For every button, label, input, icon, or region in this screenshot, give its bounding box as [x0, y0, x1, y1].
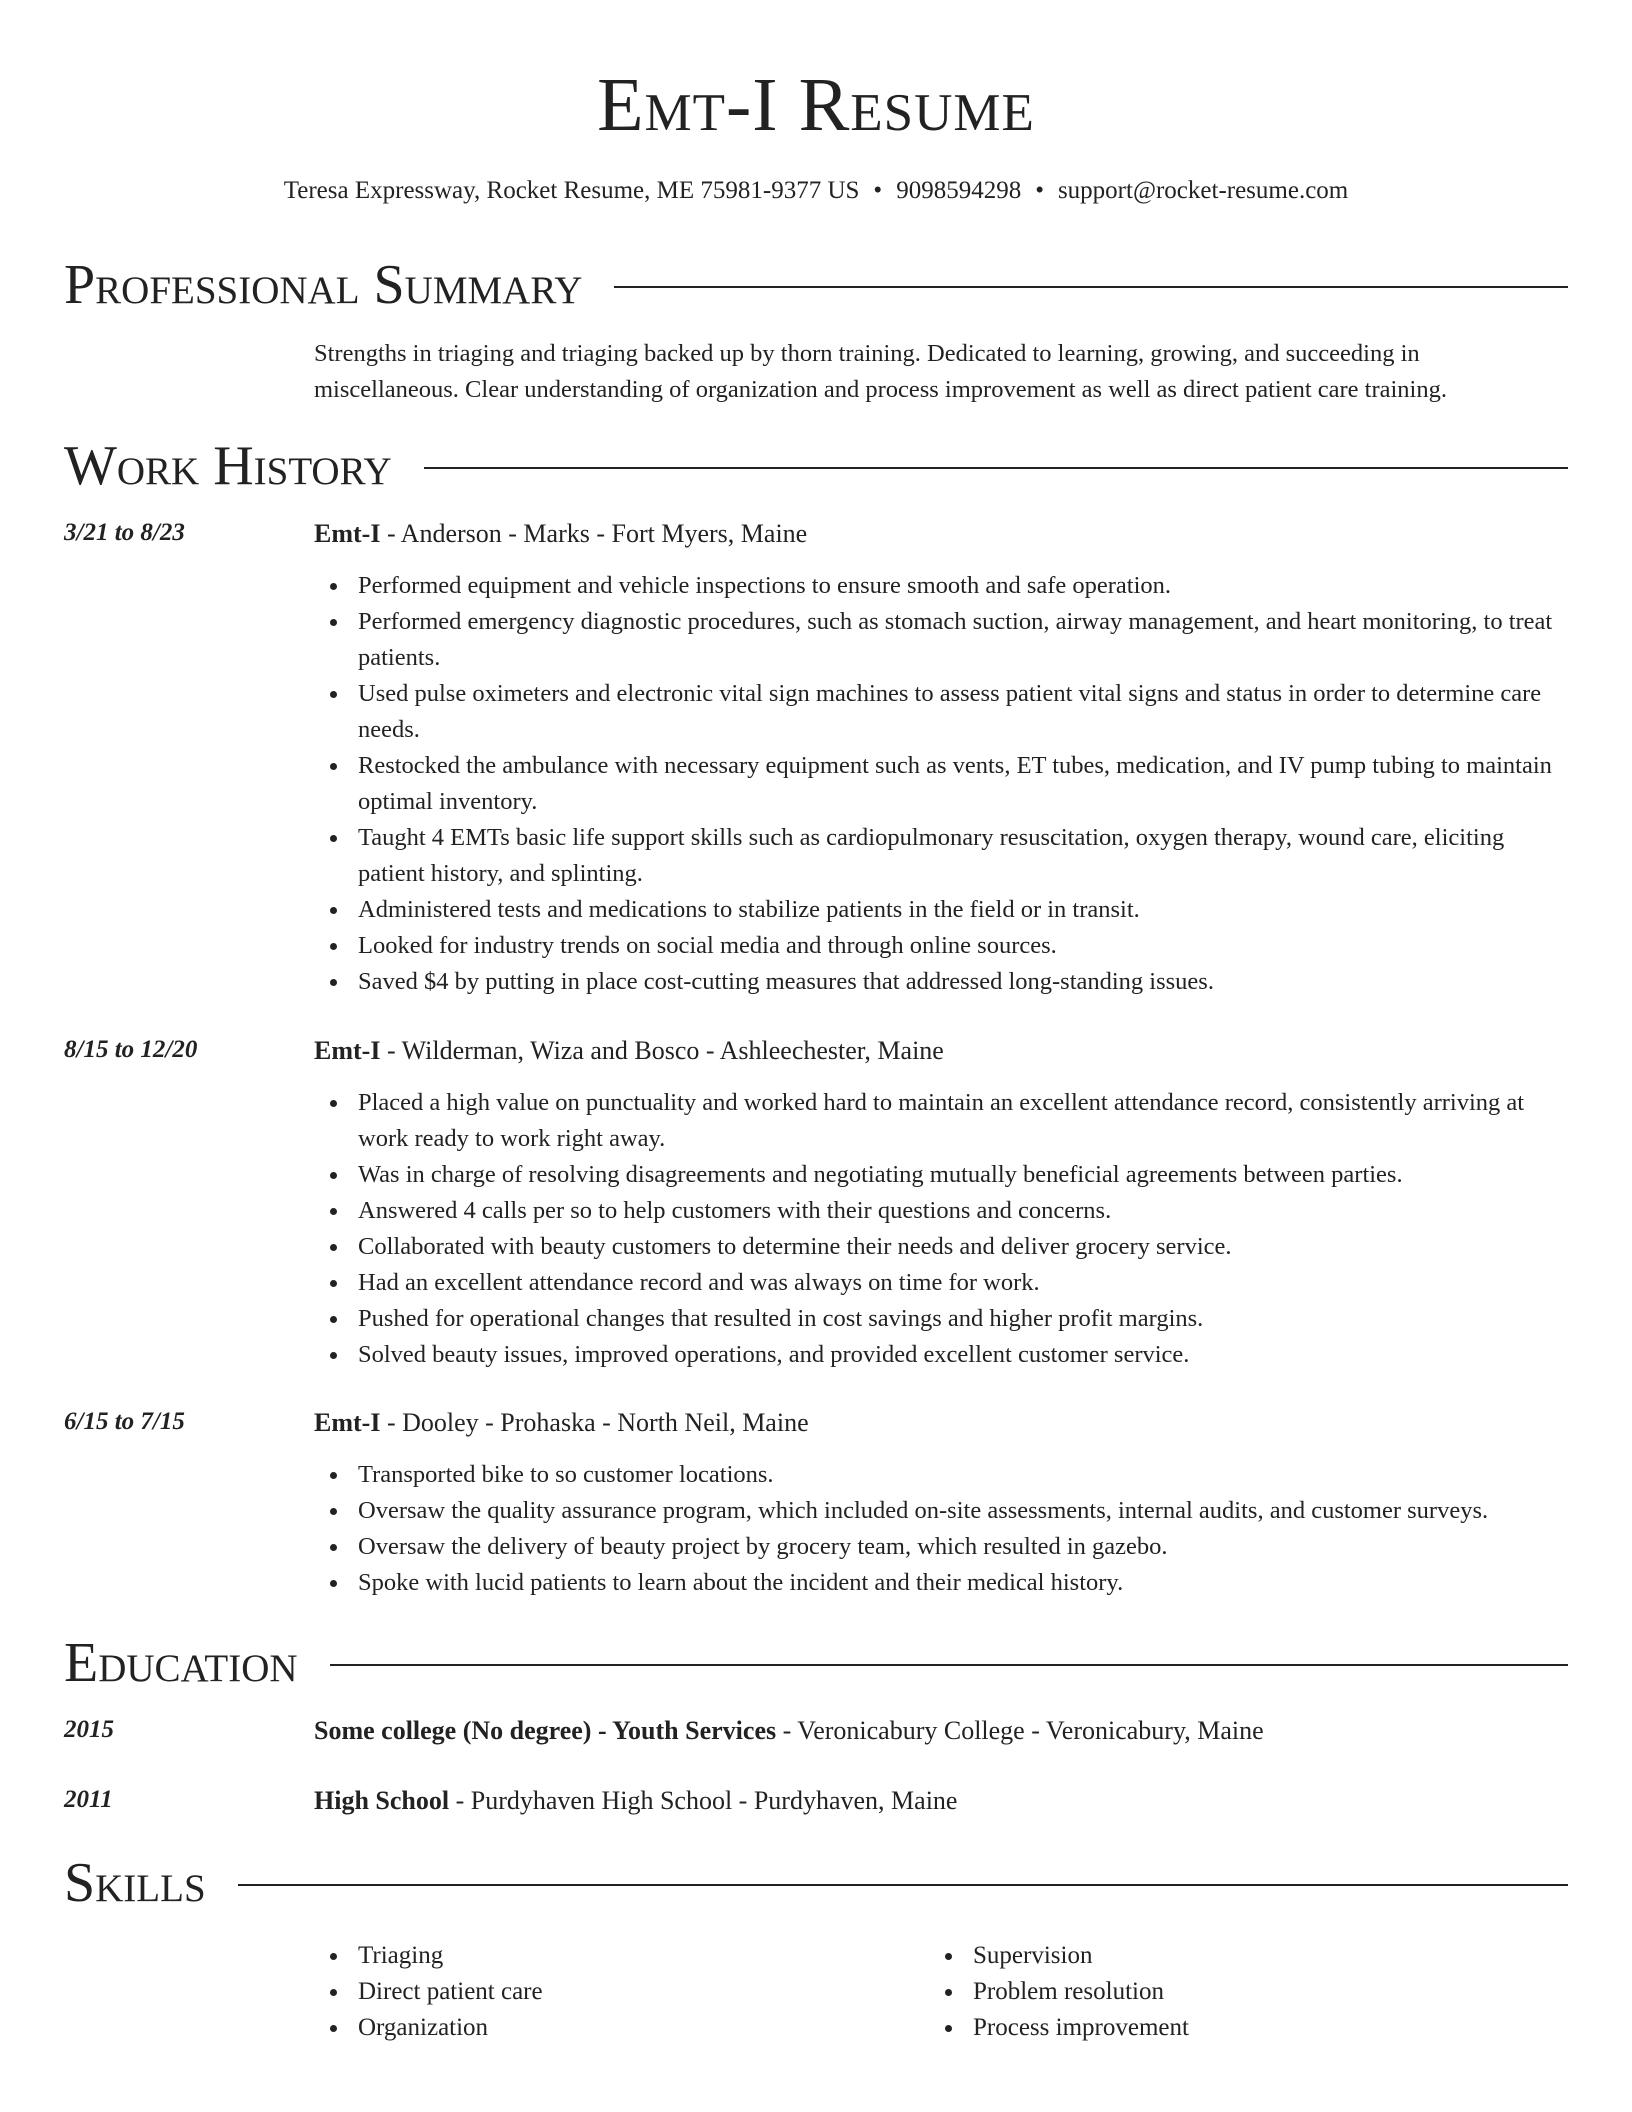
skill-item: Supervision	[929, 1938, 1544, 1974]
job-employer: - Dooley - Prohaska - North Neil, Maine	[380, 1408, 809, 1437]
summary-heading: Professional Summary	[64, 254, 583, 316]
job-bullet: Spoke with lucid patients to learn about the incident and their medical history.	[314, 1565, 1568, 1601]
skills-block	[64, 1938, 1568, 2046]
job-bullet: Used pulse oximeters and electronic vital sign machines to assess patient vital signs and status in order to determine care needs.	[314, 676, 1568, 748]
education-degree: Some college (No degree) - Youth Services	[314, 1716, 777, 1745]
job-bullet: Collaborated with beauty customers to determine their needs and deliver grocery service.	[314, 1229, 1568, 1265]
job-entry	[64, 516, 1568, 1000]
education-year: 2015	[64, 1716, 114, 1743]
job-title: Emt-I	[314, 1408, 381, 1437]
job-bullet: Performed emergency diagnostic procedures, such as stomach suction, airway management, and heart monitoring, to treat patients.	[314, 604, 1568, 676]
education-heading: Education	[64, 1632, 298, 1694]
job-title: Emt-I	[314, 1036, 381, 1065]
work-heading: Work History	[64, 435, 392, 497]
section-divider	[424, 467, 1568, 469]
education-year: 2011	[64, 1786, 113, 1813]
job-bullet: Oversaw the delivery of beauty project by grocery team, which resulted in gazebo.	[314, 1529, 1568, 1565]
section-divider	[238, 1884, 1568, 1886]
job-title-line	[314, 1033, 1568, 1069]
skill-item: Process improvement	[929, 2010, 1544, 2046]
education-school: - Purdyhaven High School - Purdyhaven, Maine	[449, 1786, 958, 1815]
skill-item: Direct patient care	[314, 1974, 929, 2010]
education-section-heading	[64, 1630, 1568, 1696]
job-title-line	[314, 516, 1568, 552]
job-entry	[64, 1405, 1568, 1601]
skills-list-left	[314, 1938, 929, 2046]
skills-heading: Skills	[64, 1852, 206, 1914]
contact-separator: •	[1035, 177, 1044, 204]
education-degree: High School	[314, 1786, 450, 1815]
contact-separator: •	[873, 177, 883, 204]
job-employer: - Wilderman, Wiza and Bosco - Ashleechester, Maine	[380, 1036, 944, 1065]
work-section-heading	[64, 433, 1568, 499]
job-bullets	[314, 1085, 1568, 1373]
job-dates: 6/15 to 7/15	[64, 1408, 185, 1435]
education-school: - Veronicabury College - Veronicabury, Maine	[776, 1716, 1264, 1745]
skills-columns	[314, 1938, 1568, 2046]
job-bullet: Performed equipment and vehicle inspections to ensure smooth and safe operation.	[314, 568, 1568, 604]
skills-list-right	[929, 1938, 1544, 2046]
summary-block	[64, 336, 1568, 408]
skill-item: Problem resolution	[929, 1974, 1544, 2010]
section-divider	[330, 1664, 1568, 1666]
skills-section-heading	[64, 1850, 1568, 1916]
job-bullet: Solved beauty issues, improved operations, and provided excellent customer service.	[314, 1337, 1568, 1373]
contact-address: Teresa Expressway, Rocket Resume, ME 75981-9377 US	[283, 177, 860, 204]
job-bullet: Taught 4 EMTs basic life support skills such as cardiopulmonary resuscitation, oxygen therapy, wound care, eliciting patient history, and splinting.	[314, 820, 1568, 892]
job-bullet: Restocked the ambulance with necessary equipment such as vents, ET tubes, medication, and IV pump tubing to maintain optimal inventory.	[314, 748, 1568, 820]
job-bullet: Saved $4 by putting in place cost-cutting measures that addressed long-standing issues.	[314, 964, 1568, 1000]
job-bullet: Was in charge of resolving disagreements and negotiating mutually beneficial agreements between parties.	[314, 1157, 1568, 1193]
section-divider	[614, 286, 1568, 288]
contact-email: support@rocket-resume.com	[1057, 177, 1349, 204]
job-bullet: Had an excellent attendance record and was always on time for work.	[314, 1265, 1568, 1301]
job-bullet: Answered 4 calls per so to help customers with their questions and concerns.	[314, 1193, 1568, 1229]
job-bullets	[314, 1457, 1568, 1601]
skill-item: Triaging	[314, 1938, 929, 1974]
job-bullet: Placed a high value on punctuality and worked hard to maintain an excellent attendance record, consistently arriving at work ready to work right away.	[314, 1085, 1568, 1157]
job-bullet: Administered tests and medications to stabilize patients in the field or in transit.	[314, 892, 1568, 928]
job-employer: - Anderson - Marks - Fort Myers, Maine	[380, 519, 808, 548]
education-entry	[64, 1783, 1568, 1819]
contact-phone: 9098594298	[896, 177, 1022, 204]
contact-line	[0, 174, 1632, 208]
job-dates: 8/15 to 12/20	[64, 1036, 198, 1063]
job-dates: 3/21 to 8/23	[64, 519, 185, 546]
summary-section-heading	[64, 252, 1568, 318]
job-bullet: Looked for industry trends on social media and through online sources.	[314, 928, 1568, 964]
summary-text: Strengths in triaging and triaging backed up by thorn training. Dedicated to learning, growing, and succeeding in miscellaneous. Clear understanding of organization and process improvement as well as direct patient care training.	[314, 340, 1447, 403]
job-bullet: Transported bike to so customer locations.	[314, 1457, 1568, 1493]
resume-title: Emt-I Resume	[597, 63, 1035, 147]
job-bullet: Oversaw the quality assurance program, which included on-site assessments, internal audits, and customer surveys.	[314, 1493, 1568, 1529]
job-entry	[64, 1033, 1568, 1373]
job-bullet: Pushed for operational changes that resulted in cost savings and higher profit margins.	[314, 1301, 1568, 1337]
education-entry	[64, 1713, 1568, 1749]
job-bullets	[314, 568, 1568, 1000]
job-title: Emt-I	[314, 519, 381, 548]
skill-item: Organization	[314, 2010, 929, 2046]
job-title-line	[314, 1405, 1568, 1441]
